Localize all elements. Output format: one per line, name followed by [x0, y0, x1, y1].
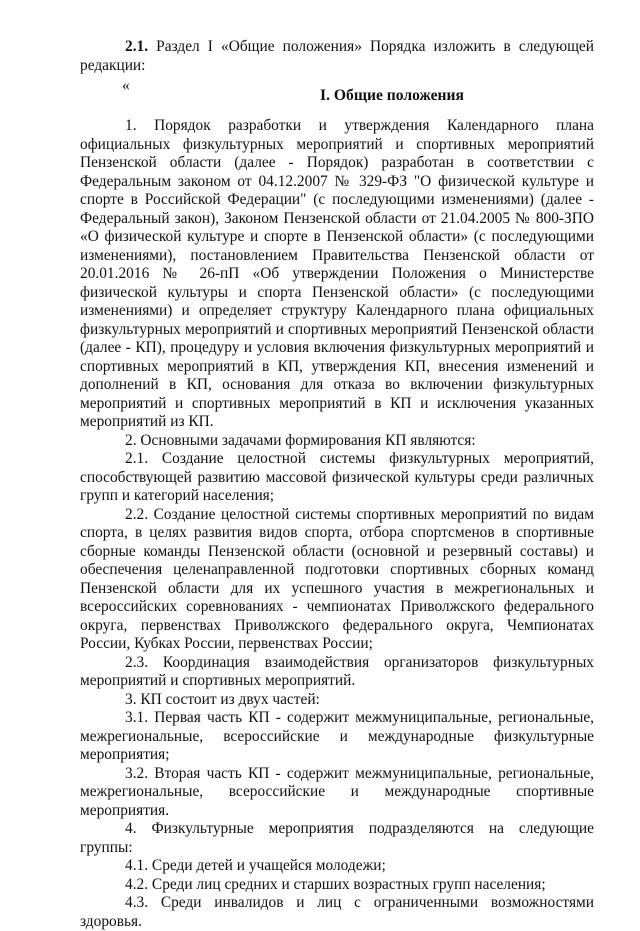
paragraph-4-1: 4.1. Среди детей и учащейся молодежи; — [125, 857, 386, 874]
paragraph-3: 3. КП состоит из двух частей: — [125, 690, 320, 708]
paragraph-2-3: 2.3. Координация взаимодействия организаторов физкультурных мероприятий и спортивных мероприятий. — [80, 653, 594, 689]
intro-number: 2.1. — [125, 38, 149, 55]
paragraph-3-1: 3.1. Первая часть КП - содержит межмуниципальные, региональные, межрегиональные, всероссийские и международные физкультурные мероприятия; — [80, 709, 594, 763]
paragraph-1: 1. Порядок разработки и утверждения Календарного плана официальных физкультурных мероприятий и спортивных мероприятий Пензенской области (далее - Порядок) разработан в соответствии с Федеральным законом от 04.12.2007 № 329-ФЗ "О физической культуре и спорте в Российской Федерации" (с последующими изменениями) (далее - Федеральный закон), Законом Пензенской области от 21.04.2005 № 800-ЗПО «О физической культуре и спорте в Пензенской области» (с последующими изменениями), постановлением Правительства Пензенской области от 20.01.2016 № 26-пП «Об утверждении Положения о Министерстве физической культуры и спорта Пензенской области» (с последующими изменениями) и определяет структуру Календарного плана официальных физкультурных мероприятий и спортивных мероприятий Пензенской области (далее - КП), процедуру и условия включения физкультурных мероприятий и спортивных мероприятий в КП, утверждения КП, внесения изменений и дополнений в КП, основания для отказа во включении физкультурных мероприятий и спортивных мероприятий в КП и исключения указанных мероприятий из КП. — [80, 117, 594, 430]
opening-quote-mark: « — [122, 77, 130, 94]
paragraph-2-2: 2.2. Создание целостной системы спортивных мероприятий по видам спорта, в целях развития видов спорта, отбора спортсменов в спортивные сборные команды Пензенской области (основной и резервный составы) и обеспечения целенаправленной подготовки спортивных сборных команд Пензенской области для их успешного участия в межрегиональных и всероссийских соревнованиях - чемпионатах Приволжского федерального округа, первенствах Приволжского федерального округа, Чемпионатах России, Кубках России, первенствах России; — [80, 505, 594, 652]
section-heading: I. Общие положения — [320, 87, 464, 104]
paragraph-2: 2. Основными задачами формирования КП являются: — [125, 431, 476, 449]
paragraph-2-1: 2.1. Создание целостной системы физкультурных мероприятий, способствующей развитию массовой физической культуры среди различных групп и категорий населения; — [80, 450, 594, 504]
paragraph-4-2: 4.2. Среди лиц средних и старших возрастных групп населения; — [125, 875, 546, 893]
intro-paragraph — [80, 38, 594, 75]
paragraph-3-2: 3.2. Вторая часть КП - содержит межмуниципальные, региональные, межрегиональные, всероссийские и международные спортивные мероприятия. — [80, 764, 594, 819]
intro-text: Раздел I «Общие положения» Порядка изложить в следующей редакции: — [80, 38, 594, 74]
paragraph-4-3: 4.3. Среди инвалидов и лиц с ограниченными возможностями здоровья. — [80, 894, 594, 930]
paragraph-4: 4. Физкультурные мероприятия подразделяются на следующие группы: — [80, 820, 594, 856]
